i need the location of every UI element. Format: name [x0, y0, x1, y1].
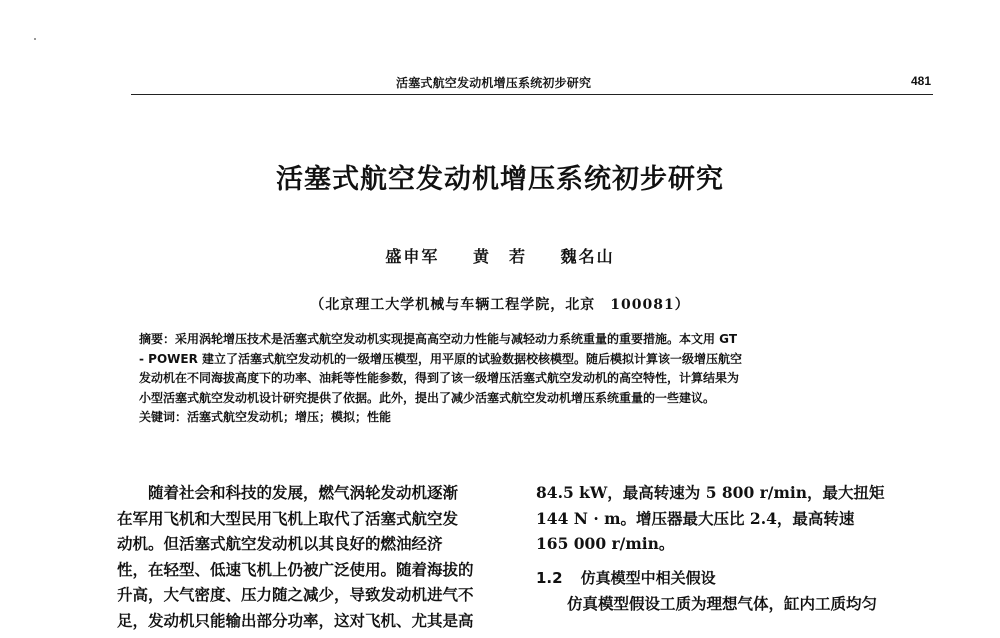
author-name: 黄 若	[472, 247, 527, 266]
paper-title: 活塞式航空发动机增压系统初步研究	[276, 164, 724, 195]
author-name: 盛申军	[385, 247, 440, 266]
body-text-line: 144 N · m。增压器最大压比 2.4，最高转速	[536, 508, 855, 528]
body-text-line: 165 000 r/min。	[536, 534, 675, 553]
section-number: 1.2	[536, 568, 563, 587]
abstract-line: 摘要：采用涡轮增压技术是活塞式航空发动机实现提高高空动力性能与减轻动力系统重量的重要措施。本文用 GT	[139, 332, 738, 346]
author-list	[0, 244, 1000, 267]
body-text-line: 性，在轻型、低速飞机上仍被广泛使用。随着海拔的	[117, 559, 474, 579]
running-header	[131, 74, 933, 95]
body-text-line: 升高，大气密度、压力随之减少，导致发动机进气不	[117, 585, 474, 604]
body-text-line: 在军用飞机和大型民用飞机上取代了活塞式航空发	[117, 508, 459, 528]
body-text-line: 仿真模型假设工质为理想气体，缸内工质均匀	[567, 593, 878, 613]
affiliation: （北京理工大学机械与车辆工程学院，北京 100081）	[310, 297, 690, 313]
body-text-line: 足，发动机只能输出部分功率，这对飞机、尤其是高	[117, 610, 474, 630]
abstract-block	[139, 330, 919, 428]
abstract-line: - POWER 建立了活塞式航空发动机的一级增压模型，用平原的试验数据校核模型。随后模拟计算该一级增压航空	[139, 351, 743, 366]
body-text-line: 随着社会和科技的发展，燃气涡轮发动机逐渐	[148, 483, 459, 502]
page-number: 481	[910, 74, 931, 88]
keywords-line: 关键词：活塞式航空发动机；增压；模拟；性能	[139, 410, 392, 424]
running-title: 活塞式航空发动机增压系统初步研究	[396, 76, 592, 90]
abstract-line: 发动机在不同海拔高度下的功率、油耗等性能参数，得到了该一级增压活塞式航空发动机的高空特性，计算结果为	[139, 371, 740, 385]
body-text-line: 动机。但活塞式航空发动机以其良好的燃油经济	[117, 534, 443, 553]
body-column-left	[117, 480, 505, 633]
author-name: 魏名山	[560, 247, 615, 266]
abstract-line: 小型活塞式航空发动机设计研究提供了依据。此外，提出了减少活塞式航空发动机增压系统重量的一些建议。	[139, 390, 716, 405]
section-title: 仿真模型中相关假设	[580, 568, 716, 587]
section-heading	[536, 566, 936, 591]
body-column-right	[536, 480, 936, 616]
body-text-line: 84.5 kW，最高转速为 5 800 r/min，最大扭矩	[536, 483, 885, 502]
scan-speck	[34, 38, 36, 40]
